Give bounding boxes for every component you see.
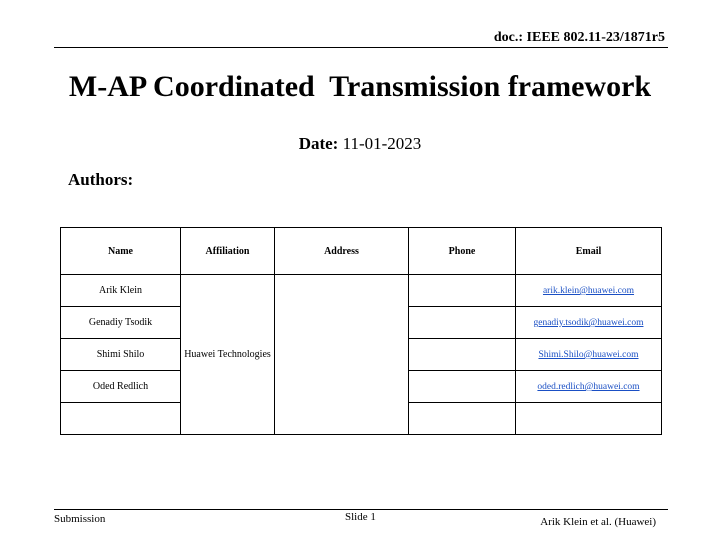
- footer-divider: [54, 509, 668, 510]
- footer-authors: Arik Klein et al. (Huawei): [540, 516, 656, 528]
- author-name: Oded Redlich: [61, 371, 181, 403]
- author-name: Genadiy Tsodik: [61, 307, 181, 339]
- date-line: [0, 134, 720, 154]
- phone-cell: [409, 307, 516, 339]
- phone-cell: [409, 339, 516, 371]
- author-name: Shimi Shilo: [61, 339, 181, 371]
- email-cell: [516, 403, 662, 435]
- table-row: [61, 275, 662, 307]
- date-label: Date:: [298, 134, 339, 153]
- column-header-email: Email: [516, 228, 662, 275]
- column-header-address: Address: [275, 228, 409, 275]
- email-link[interactable]: genadiy.tsodik@huawei.com: [533, 318, 644, 328]
- email-cell: [516, 339, 662, 371]
- email-cell: [516, 275, 662, 307]
- email-link[interactable]: Shimi.Shilo@huawei.com: [538, 350, 639, 360]
- table-header-row: [61, 228, 662, 275]
- authors-table: [60, 227, 662, 435]
- author-name: Arik Klein: [61, 275, 181, 307]
- header-divider: [54, 47, 668, 48]
- doc-id: doc.: IEEE 802.11-23/1871r5: [493, 30, 665, 45]
- footer-submission: Submission: [54, 513, 106, 525]
- column-header-phone: Phone: [409, 228, 516, 275]
- column-header-name: Name: [61, 228, 181, 275]
- phone-cell: [409, 403, 516, 435]
- email-link[interactable]: oded.redlich@huawei.com: [537, 382, 640, 392]
- phone-cell: [409, 371, 516, 403]
- column-header-affiliation: Affiliation: [181, 228, 275, 275]
- authors-heading: Authors:: [68, 170, 134, 189]
- date-value: 11-01-2023: [342, 134, 422, 153]
- email-link[interactable]: arik.klein@huawei.com: [542, 286, 635, 296]
- phone-cell: [409, 275, 516, 307]
- email-cell: [516, 307, 662, 339]
- slide-title: M-AP Coordinated Transmission framework: [68, 70, 652, 103]
- address-cell: [275, 275, 409, 435]
- affiliation-cell: Huawei Technologies: [181, 275, 275, 435]
- email-cell: [516, 371, 662, 403]
- author-name: [61, 403, 181, 435]
- slide-number: Slide 1: [345, 511, 376, 523]
